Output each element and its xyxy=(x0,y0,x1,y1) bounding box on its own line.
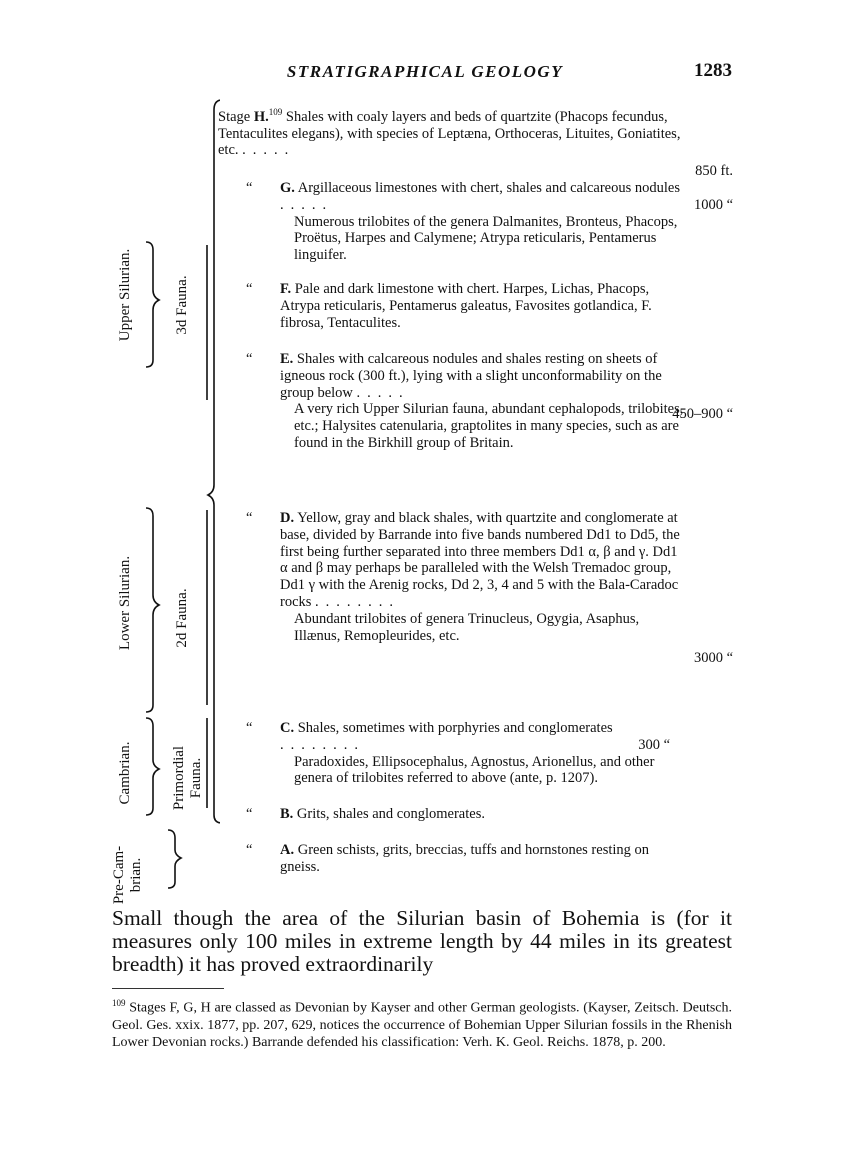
stage-g: “ G. Argillaceous limestones with chert, shales and calcareous nodules ..... 1000 “ Numerous trilobites of the genera Dalmanites, Bronteus, Phacops, Proëtus, Harpes and Calymene; Atrypa reticularis, Pentamerus linguifer. xyxy=(218,180,688,264)
stage-description: Grits, shales and conglomerates. xyxy=(296,806,485,822)
stage-description: Pale and dark limestone with chert. Harpes, Lichas, Phacops, Atrypa reticularis, Pentamerus galeatus, Favosites gotlandica, F. fibrosa, Tentaculites. xyxy=(280,281,652,331)
system-label-cambrian: Cambrian. xyxy=(117,741,133,805)
ditto-mark: “ xyxy=(246,842,253,858)
stage-e: “ E. Shales with calcareous nodules and shales resting on sheets of igneous rock (300 ft.), lying with a slight unconformability on the group below ..... 450–900 “ A very rich Upper Silurian fauna, abundant cephalopods, trilobites, etc.; Halysites catenularia, graptolites in many species, such as are found in the Birkhill group of Britain. xyxy=(218,351,688,452)
fauna-label-primordial-line1: Primordial xyxy=(171,745,187,811)
fauna-label-second: 2d Fauna. xyxy=(174,588,190,648)
stage-letter: G. xyxy=(280,180,295,196)
ditto-mark: “ xyxy=(246,351,253,367)
ditto-mark: “ xyxy=(246,281,253,297)
fauna-label-primordial-line2: Fauna. xyxy=(188,757,204,799)
ditto-mark: “ xyxy=(246,720,253,736)
stage-fossils: Paradoxides, Ellipsocephalus, Agnostus, Arionellus, and other genera of trilobites referred to above (ante, p. 1207). xyxy=(294,753,655,787)
stage-b xyxy=(218,806,688,823)
stage-description: Green schists, grits, breccias, tuffs and hornstones resting on gneiss. xyxy=(280,842,650,875)
stage-letter: H. xyxy=(253,108,269,125)
system-label-pre-cambrian-line1: Pre-Cam- xyxy=(111,845,127,905)
system-label-upper-silurian: Upper Silurian. xyxy=(117,248,133,342)
stage-a xyxy=(218,842,688,876)
stage-c: “ C. Shales, sometimes with porphyries and conglomerates ........ 300 “ Paradoxides, Ellipsocephalus, Agnostus, Arionellus, and other genera of trilobites referred to above (ante, p. 1207). xyxy=(218,720,688,787)
stage-letter: A. xyxy=(280,842,295,858)
ditto-mark: “ xyxy=(246,180,253,196)
stage-fossils: Numerous trilobites of the genera Dalmanites, Bronteus, Phacops, Proëtus, Harpes and Calymene; Atrypa reticularis, Pentamerus linguifer. xyxy=(294,213,678,264)
footnote xyxy=(112,995,732,1051)
stage-thickness: 300 “ xyxy=(638,737,670,753)
ditto-mark: “ xyxy=(246,510,253,526)
ditto-mark: “ xyxy=(246,806,253,822)
running-header-title: STRATIGRAPHICAL GEOLOGY xyxy=(286,62,564,81)
stage-f xyxy=(218,281,688,331)
stage-description: Shales with calcareous nodules and shales resting on sheets of igneous rock (300 ft.), lying with a slight unconformability on the group below xyxy=(280,351,662,401)
upper-silurian-brace xyxy=(146,242,159,367)
stage-d: “ D. Yellow, gray and black shales, with quartzite and conglomerate at base, divided by Barrande into five bands numbered Dd1 to Dd5, the first being further separated into three members Dd1 α, β and γ. Dd1 α and β may perhaps be paralleled with the Welsh Tremadoc group, Dd1 γ with the Arenig rocks, Dd 2, 3, 4 and 5 with the Bala-Caradoc rocks ........ 3000 “ Abundant trilobites of genera Trinucleus, Ogygia, Asaphus, Illænus, Remopleurides, etc. xyxy=(218,510,688,644)
stage-letter: E. xyxy=(280,351,294,367)
footnote-text: Stages F, G, H are classed as Devonian by Kayser and other German geologists. (Kayser, Zeitsch. Deutsch. Geol. Ges. xxix. 1877, pp. 207, 629, notices the occurrence of Bohemian Upper Silurian fossils in the Rhenish Lower Devonian rocks.) Barrande defended his classification: Verh. K. Geol. Reichs. 1878, p. 200. xyxy=(112,1000,733,1050)
footnote-rule xyxy=(112,988,224,989)
system-label-pre-cambrian-line2: brian. xyxy=(128,857,144,893)
stage-thickness: 450–900 “ xyxy=(672,406,733,422)
stage-letter: C. xyxy=(280,720,295,736)
stage-thickness: 3000 “ xyxy=(693,650,733,666)
stage-fossils: A very rich Upper Silurian fauna, abundant cephalopods, trilobites, etc.; Halysites catenularia, graptolites in many species, such as are found in the Birkhill group of Britain. xyxy=(294,401,684,451)
stage-thickness: 1000 “ xyxy=(693,197,733,213)
stage-h: Stage H.$^{109}$ Shales with coaly layers and beds of quartzite (Phacops fecundus, Tentaculites elegans), with species of Leptæna, Orthoceras, Lituites, Goniatites, etc. ..... 850 ft. xyxy=(218,107,733,179)
stage-description: Argillaceous limestones with chert, shales and calcareous nodules xyxy=(297,180,680,196)
stage-letter: B. xyxy=(280,806,294,822)
braces-graphic xyxy=(0,0,220,900)
stage-letter: F. xyxy=(280,281,292,297)
cambrian-brace xyxy=(146,718,159,815)
system-label-lower-silurian: Lower Silurian. xyxy=(117,555,133,651)
stage-fossils: Abundant trilobites of genera Trinucleus, Ogygia, Asaphus, Illænus, Remopleurides, etc. xyxy=(294,610,640,644)
stage-thickness: 850 ft. xyxy=(695,163,733,179)
footnote-ref: 109 xyxy=(268,107,283,117)
stage-letter: D. xyxy=(280,510,295,526)
lower-silurian-brace xyxy=(146,508,159,712)
page-number: 1283 xyxy=(694,60,732,81)
footnote-number: 109 xyxy=(112,998,126,1008)
stage-description: Yellow, gray and black shales, with quartzite and conglomerate at base, divided by Barrande into five bands numbered Dd1 to Dd5, the first being further separated into three members Dd1 α, β and γ. Dd1 α and β may perhaps be paralleled with the Welsh Tremadoc group, Dd1 γ with the Arenig rocks, Dd 2, 3, 4 and 5 with the Bala-Caradoc rocks xyxy=(280,510,680,610)
pre-cambrian-brace xyxy=(168,830,181,888)
fauna-label-third: 3d Fauna. xyxy=(174,275,190,335)
stage-description: Shales, sometimes with porphyries and conglomerates xyxy=(297,720,613,736)
stage-description: Shales with coaly layers and beds of quartzite (Phacops fecundus, Tentaculites elegans), with species of Leptæna, Orthoceras, Lituites, Goniatites, etc. xyxy=(218,108,681,159)
stage-prefix: Stage xyxy=(218,108,251,125)
body-paragraph: Small though the area of the Silurian basin of Bohemia is (for it measures only 100 miles in extreme length by 44 miles in its greatest breadth) it has proved extraordinarily xyxy=(112,906,732,976)
